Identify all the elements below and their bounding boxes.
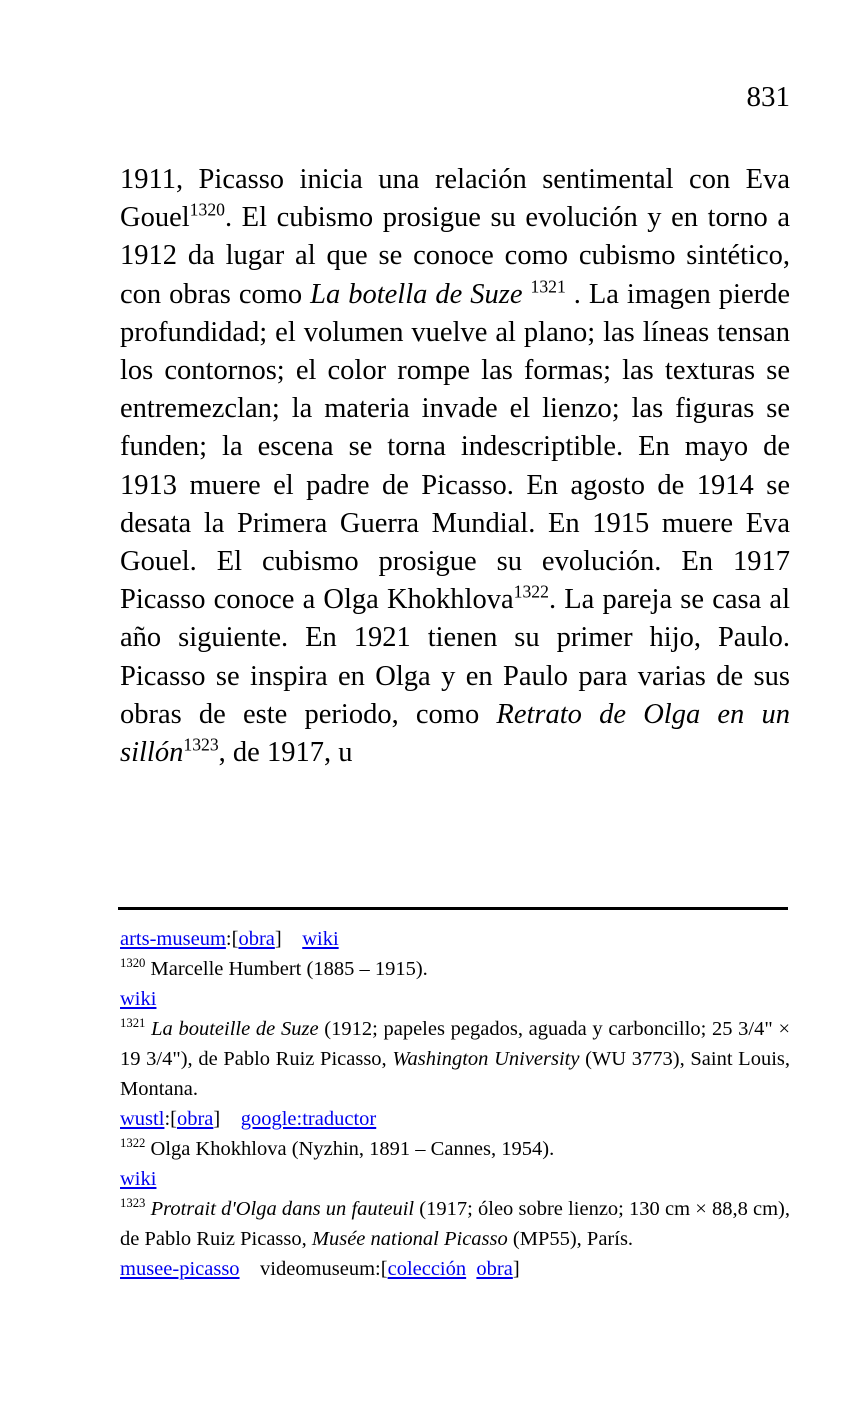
footnote-1323-links [120, 1254, 790, 1284]
footnote-1320 [120, 954, 790, 984]
artwork-title-la-bouteille-de-suze: La bouteille de Suze [151, 1018, 319, 1040]
link-wiki[interactable]: wiki [302, 928, 339, 950]
text-run: . La imagen pierde profundidad; el volumen vuelve al plano; las líneas tensan los contornos; el color rompe las formas; las texturas se entremezclan; la materia invade el lienzo; las figuras se funden; la escena se torna indescriptible. En mayo de 1913 muere el padre de Picasso. En agosto de 1914 se desata la Primera Guerra Mundial. En 1915 muere Eva Gouel. El cubismo prosigue su evolución. En 1917 Picasso conoce a Olga Khokhlova [120, 278, 791, 616]
text-run: (MP55), París. [507, 1228, 634, 1250]
link-coleccion[interactable]: colección [387, 1258, 467, 1280]
footnote-1322-links [120, 1164, 790, 1194]
footnote-ref-1322: 1322 [513, 581, 549, 602]
text-run: (1917; óleo sobre lienzo; 130 cm × 88,8 cm), de Pablo Ruiz Picasso, [120, 1198, 791, 1250]
text-run: ] [274, 928, 303, 950]
footnote-ref-1321: 1321 [530, 276, 566, 297]
footnote-ref-1320: 1320 [189, 199, 225, 220]
footnote-number-1322: 1322 [120, 1136, 146, 1151]
text-run: ] [213, 1108, 241, 1130]
text-run: (1912; papeles pegados, aguada y carboncillo; 25 3/4" × 19 3/4"), de Pablo Ruiz Picasso, [120, 1018, 791, 1070]
text-run: , de 1917, u [218, 737, 353, 769]
page-number: 831 [746, 81, 790, 113]
footnote-1321 [120, 1014, 790, 1104]
text-run: ] [512, 1258, 520, 1280]
artwork-title-la-botella-de-suze: La botella de Suze [310, 278, 523, 310]
link-obra[interactable]: obra [476, 1258, 513, 1280]
text-run: videomuseum:[ [239, 1258, 388, 1280]
link-obra[interactable]: obra [176, 1108, 214, 1130]
text-run: 1911, Picasso inicia una relación sentimental con Eva Gouel [120, 164, 790, 234]
institution-musee-national-picasso: Musée national Picasso [311, 1228, 508, 1250]
text-run: Marcelle Humbert (1885 – 1915). [145, 958, 428, 980]
footnote-1321-links [120, 1104, 790, 1134]
footnote-1322 [120, 1134, 790, 1164]
text-run: . La pareja se casa al año siguiente. En 1921 tienen su primer hijo, Paulo. Picasso se inspira en Olga y en Paulo para varias de sus obras de este periodo, como [120, 584, 791, 730]
text-run: :[ [225, 928, 239, 950]
link-obra[interactable]: obra [238, 928, 275, 950]
link-wiki[interactable]: wiki [120, 988, 157, 1010]
text-run: :[ [164, 1108, 177, 1130]
text-run [466, 1258, 476, 1280]
footnote-ref-1323: 1323 [183, 734, 219, 755]
main-paragraph [120, 161, 790, 772]
artwork-title-retrato-de-olga: Retrato de Olga en un sillón [120, 698, 790, 769]
footnote-1320-links [120, 984, 790, 1014]
link-musee-picasso[interactable]: musee-picasso [120, 1258, 240, 1280]
institution-washington-university: Washington University [392, 1048, 580, 1070]
footnote-1323 [120, 1194, 790, 1254]
artwork-title-protrait-dolga: Protrait d'Olga dans un fauteuil [150, 1198, 415, 1220]
footnotes-section [120, 924, 790, 1284]
text-run: (WU 3773), Saint Louis, Montana. [120, 1048, 790, 1100]
link-google-traductor[interactable]: google:traductor [240, 1108, 377, 1130]
link-arts-museum[interactable]: arts-museum [120, 928, 226, 950]
text-run: Olga Khokhlova (Nyzhin, 1891 – Cannes, 1954). [145, 1138, 555, 1160]
footnote-separator-rule [118, 907, 788, 910]
text-run: . El cubismo prosigue su evolución y en torno a 1912 da lugar al que se conoce como cubismo sintético, con obras como [120, 202, 790, 310]
footnote-continuation-links [120, 924, 790, 954]
link-wiki[interactable]: wiki [120, 1168, 157, 1190]
footnote-number-1323: 1323 [120, 1196, 146, 1211]
footnote-number-1320: 1320 [120, 956, 146, 971]
footnote-number-1321: 1321 [120, 1016, 146, 1031]
link-wustl[interactable]: wustl [120, 1108, 165, 1130]
